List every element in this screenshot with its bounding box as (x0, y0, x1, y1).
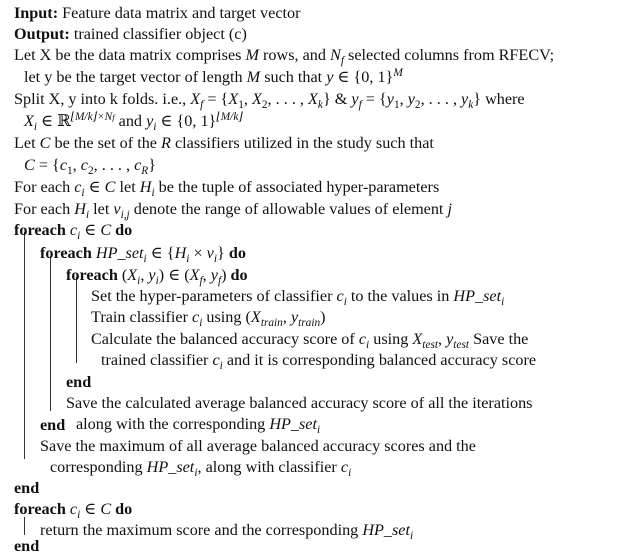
text: , . . . , (267, 90, 309, 108)
math: HP_set (453, 287, 502, 305)
text: , (243, 90, 252, 108)
text: let (89, 200, 114, 218)
math-sub: i (153, 120, 157, 133)
text: ( (117, 266, 128, 284)
math: HP_set (362, 521, 410, 539)
algo-line-14 (91, 286, 504, 306)
text: } where (473, 90, 525, 108)
text: ) (320, 308, 326, 326)
text: ∈ ℝ (37, 112, 71, 130)
math: y (290, 308, 299, 326)
text: Split X, y into k folds. i.e., (14, 90, 191, 108)
text: , (282, 308, 291, 326)
block-bar-return (24, 517, 25, 535)
text: } (217, 244, 225, 262)
math-sub: i (85, 208, 90, 221)
math-sub: f (217, 274, 222, 287)
math-sup: ⌊M/k⌋ (216, 111, 243, 124)
keyword-foreach: foreach (40, 244, 92, 262)
math: c (212, 351, 220, 369)
text: Let X be the data matrix comprises (14, 46, 246, 64)
text: Set the hyper-parameters of classifier (91, 287, 337, 305)
text: , (202, 266, 211, 284)
output-line (14, 24, 247, 44)
math-sub: i (186, 252, 190, 265)
text: Train classifier (91, 308, 193, 326)
math-sub: k (317, 98, 323, 111)
algo-line-5 (14, 89, 525, 109)
text: ) ∈ ( (158, 266, 190, 284)
text: Save the calculated average balanced accuracy score of all the iterations (66, 394, 533, 412)
text: = { (361, 90, 387, 108)
math-sub: i (501, 295, 505, 308)
math: C (39, 134, 51, 152)
math-sub: k (468, 98, 474, 111)
math: X (412, 330, 423, 348)
math: c (192, 308, 200, 326)
math-sub: test (422, 338, 438, 351)
math: c (336, 287, 344, 305)
math: y (461, 90, 469, 108)
math-sub: f (340, 54, 344, 67)
math-sub: i (143, 252, 147, 265)
math: y (148, 266, 156, 284)
math: c (59, 156, 67, 174)
block-bar-level2 (50, 256, 51, 411)
keyword-foreach: foreach (14, 221, 66, 239)
text: , (438, 330, 447, 348)
math-M: M (245, 46, 259, 64)
text: return the maximum score and the corresponding (40, 521, 363, 539)
math: C (100, 221, 112, 239)
algo-line-8 (24, 155, 156, 175)
math: y (446, 330, 454, 348)
text: For each (14, 200, 75, 218)
input-text: Feature data matrix and target vector (62, 4, 301, 22)
math: X (250, 308, 261, 326)
math-sub: 2 (414, 98, 421, 111)
math-sub: 1 (238, 98, 244, 111)
algo-line-10 (14, 199, 452, 219)
math: H (139, 178, 152, 196)
math-sub: f (200, 98, 204, 111)
math-sub: 1 (67, 164, 73, 177)
algo-line-20 (76, 414, 320, 434)
math: HP_set (146, 458, 195, 476)
math: C (100, 500, 112, 518)
text: such that (260, 68, 327, 86)
keyword-do: do (230, 266, 248, 284)
math: c (74, 178, 82, 196)
text: be the tuple of associated hyper-parameters (154, 178, 440, 196)
math-sub: i (137, 274, 141, 287)
text: × (189, 244, 207, 262)
math: X (189, 266, 200, 284)
algo-line-17 (101, 350, 536, 370)
math-sub: f (199, 274, 203, 287)
text: ) (221, 266, 227, 284)
text: , . . . , (420, 90, 462, 108)
math: H (174, 244, 187, 262)
math: c (134, 156, 142, 174)
math: v (113, 200, 121, 218)
math-sub: test (453, 338, 470, 351)
keyword-do: do (115, 500, 133, 518)
math-sub: i (348, 466, 352, 479)
text: let (115, 178, 140, 196)
algo-line-26 (40, 520, 413, 540)
algo-line-15 (91, 307, 326, 327)
math-y: y (326, 68, 334, 86)
math-sub: i (409, 529, 414, 542)
math: X (251, 90, 262, 108)
math-sub: i (343, 295, 347, 308)
output-text: trained classifier object (c) (73, 25, 247, 43)
math: c (80, 156, 88, 174)
text: ∈ {0, 1} (333, 68, 394, 86)
input-label: Input: (14, 4, 59, 22)
text: be the set of the (50, 134, 162, 152)
text: ∈ (80, 500, 101, 518)
text: , (140, 266, 149, 284)
text: Let (14, 134, 40, 152)
text: along with the corresponding (76, 415, 270, 433)
math-sub: i (155, 274, 159, 287)
math-M: M (246, 68, 261, 86)
keyword-foreach: foreach (14, 500, 66, 518)
text: Calculate the balanced accuracy score of (91, 330, 359, 348)
text: , (72, 156, 81, 174)
algo-line-16 (91, 329, 528, 349)
text: to the values in (346, 287, 454, 305)
text: and it is corresponding balanced accuracy score (222, 351, 537, 369)
text: } (148, 156, 156, 174)
block-bar-level1 (24, 232, 25, 459)
text: classifiers utilized in the study such that (170, 134, 434, 152)
text: and (114, 112, 147, 130)
algo-line-3 (14, 45, 554, 65)
keyword-foreach: foreach (66, 266, 118, 284)
algo-line-19 (66, 393, 532, 413)
math-sub: i (81, 186, 85, 199)
text: , (399, 90, 408, 108)
keyword-do: do (115, 221, 133, 239)
math: y (210, 266, 218, 284)
text: denote the range of allowable values of element (129, 200, 448, 218)
text: let y be the target vector of length (24, 68, 247, 86)
text: selected columns from RFECV; (344, 46, 555, 64)
text: = { (203, 90, 229, 108)
algo-line-7 (14, 133, 434, 153)
math: c (69, 500, 78, 518)
text: For each (14, 178, 75, 196)
math: y (351, 90, 359, 108)
input-line (14, 3, 301, 23)
math: HP_set (95, 244, 144, 262)
math: j (447, 200, 452, 218)
text: ∈ (80, 221, 101, 239)
math: X (24, 112, 34, 130)
math-sub: 2 (87, 164, 94, 177)
algo-line-6 (24, 111, 243, 131)
algo-line-11-foreach (14, 220, 132, 240)
math: HP_set (269, 415, 317, 433)
math: y (386, 90, 394, 108)
text: Save the maximum of all average balanced accuracy scores and the (40, 437, 476, 455)
text: } & (322, 90, 352, 108)
text: , . . . , (93, 156, 135, 174)
algo-line-13-foreach (66, 265, 248, 285)
math-sub: i (316, 423, 321, 436)
output-label: Output: (14, 25, 70, 43)
math-sub: i (151, 186, 155, 199)
math-sub: R (141, 164, 149, 177)
math: c (69, 221, 78, 239)
math-sub: i,j (120, 208, 130, 221)
algo-line-4 (24, 67, 403, 87)
math-sup-sub: f (112, 112, 115, 123)
math-sub: train (260, 316, 283, 329)
algo-line-25-foreach (14, 499, 132, 519)
math-sub: f (358, 98, 362, 111)
math: X (228, 90, 239, 108)
algo-line-18-end: end (66, 373, 92, 391)
text: , along with classifier (197, 458, 341, 476)
math: y (146, 112, 154, 130)
text: ∈ (84, 178, 105, 196)
math-sub: i (33, 120, 38, 133)
text: ∈ {0, 1} (156, 112, 217, 130)
math-sub: i (77, 508, 81, 521)
math: R (161, 134, 171, 152)
algo-line-9 (14, 177, 439, 197)
math-sub: 2 (261, 98, 268, 111)
math-sup: M (393, 67, 403, 80)
math-sub: i (194, 466, 198, 479)
keyword-do: do (228, 244, 246, 262)
math: C (104, 178, 116, 196)
math: c (340, 458, 349, 476)
math-sub: 1 (393, 98, 400, 111)
math: X (308, 90, 318, 108)
algo-line-27-end: end (14, 537, 40, 555)
block-bar-level3 (76, 277, 77, 363)
math: y (407, 90, 415, 108)
math: X (190, 90, 201, 108)
math-sub: i (213, 252, 217, 265)
math-sup: ⌊M/k⌋×N (70, 111, 113, 124)
algo-line-24-end: end (14, 479, 40, 497)
text: corresponding (50, 458, 147, 476)
text: using (369, 330, 413, 348)
math-N: N (330, 46, 341, 64)
text: using ( (202, 308, 251, 326)
text: Save the (469, 330, 529, 348)
algo-line-22 (40, 436, 476, 456)
algo-line-23 (50, 457, 351, 477)
math-sub: i (199, 316, 203, 329)
text: trained classifier (101, 351, 213, 369)
algo-line-21-end: end (40, 416, 66, 434)
math: C (24, 156, 35, 174)
math: v (206, 244, 214, 262)
text: = { (34, 156, 60, 174)
math-sub: i (366, 338, 370, 351)
math: X (127, 266, 138, 284)
math-sub: i (77, 229, 81, 242)
math-sub: i (219, 359, 223, 372)
math: c (358, 330, 367, 348)
math: H (74, 200, 86, 218)
algo-line-12-foreach (40, 243, 246, 263)
text: ∈ { (146, 244, 175, 262)
math-sub: train (298, 316, 321, 329)
text: rows, and (258, 46, 331, 64)
